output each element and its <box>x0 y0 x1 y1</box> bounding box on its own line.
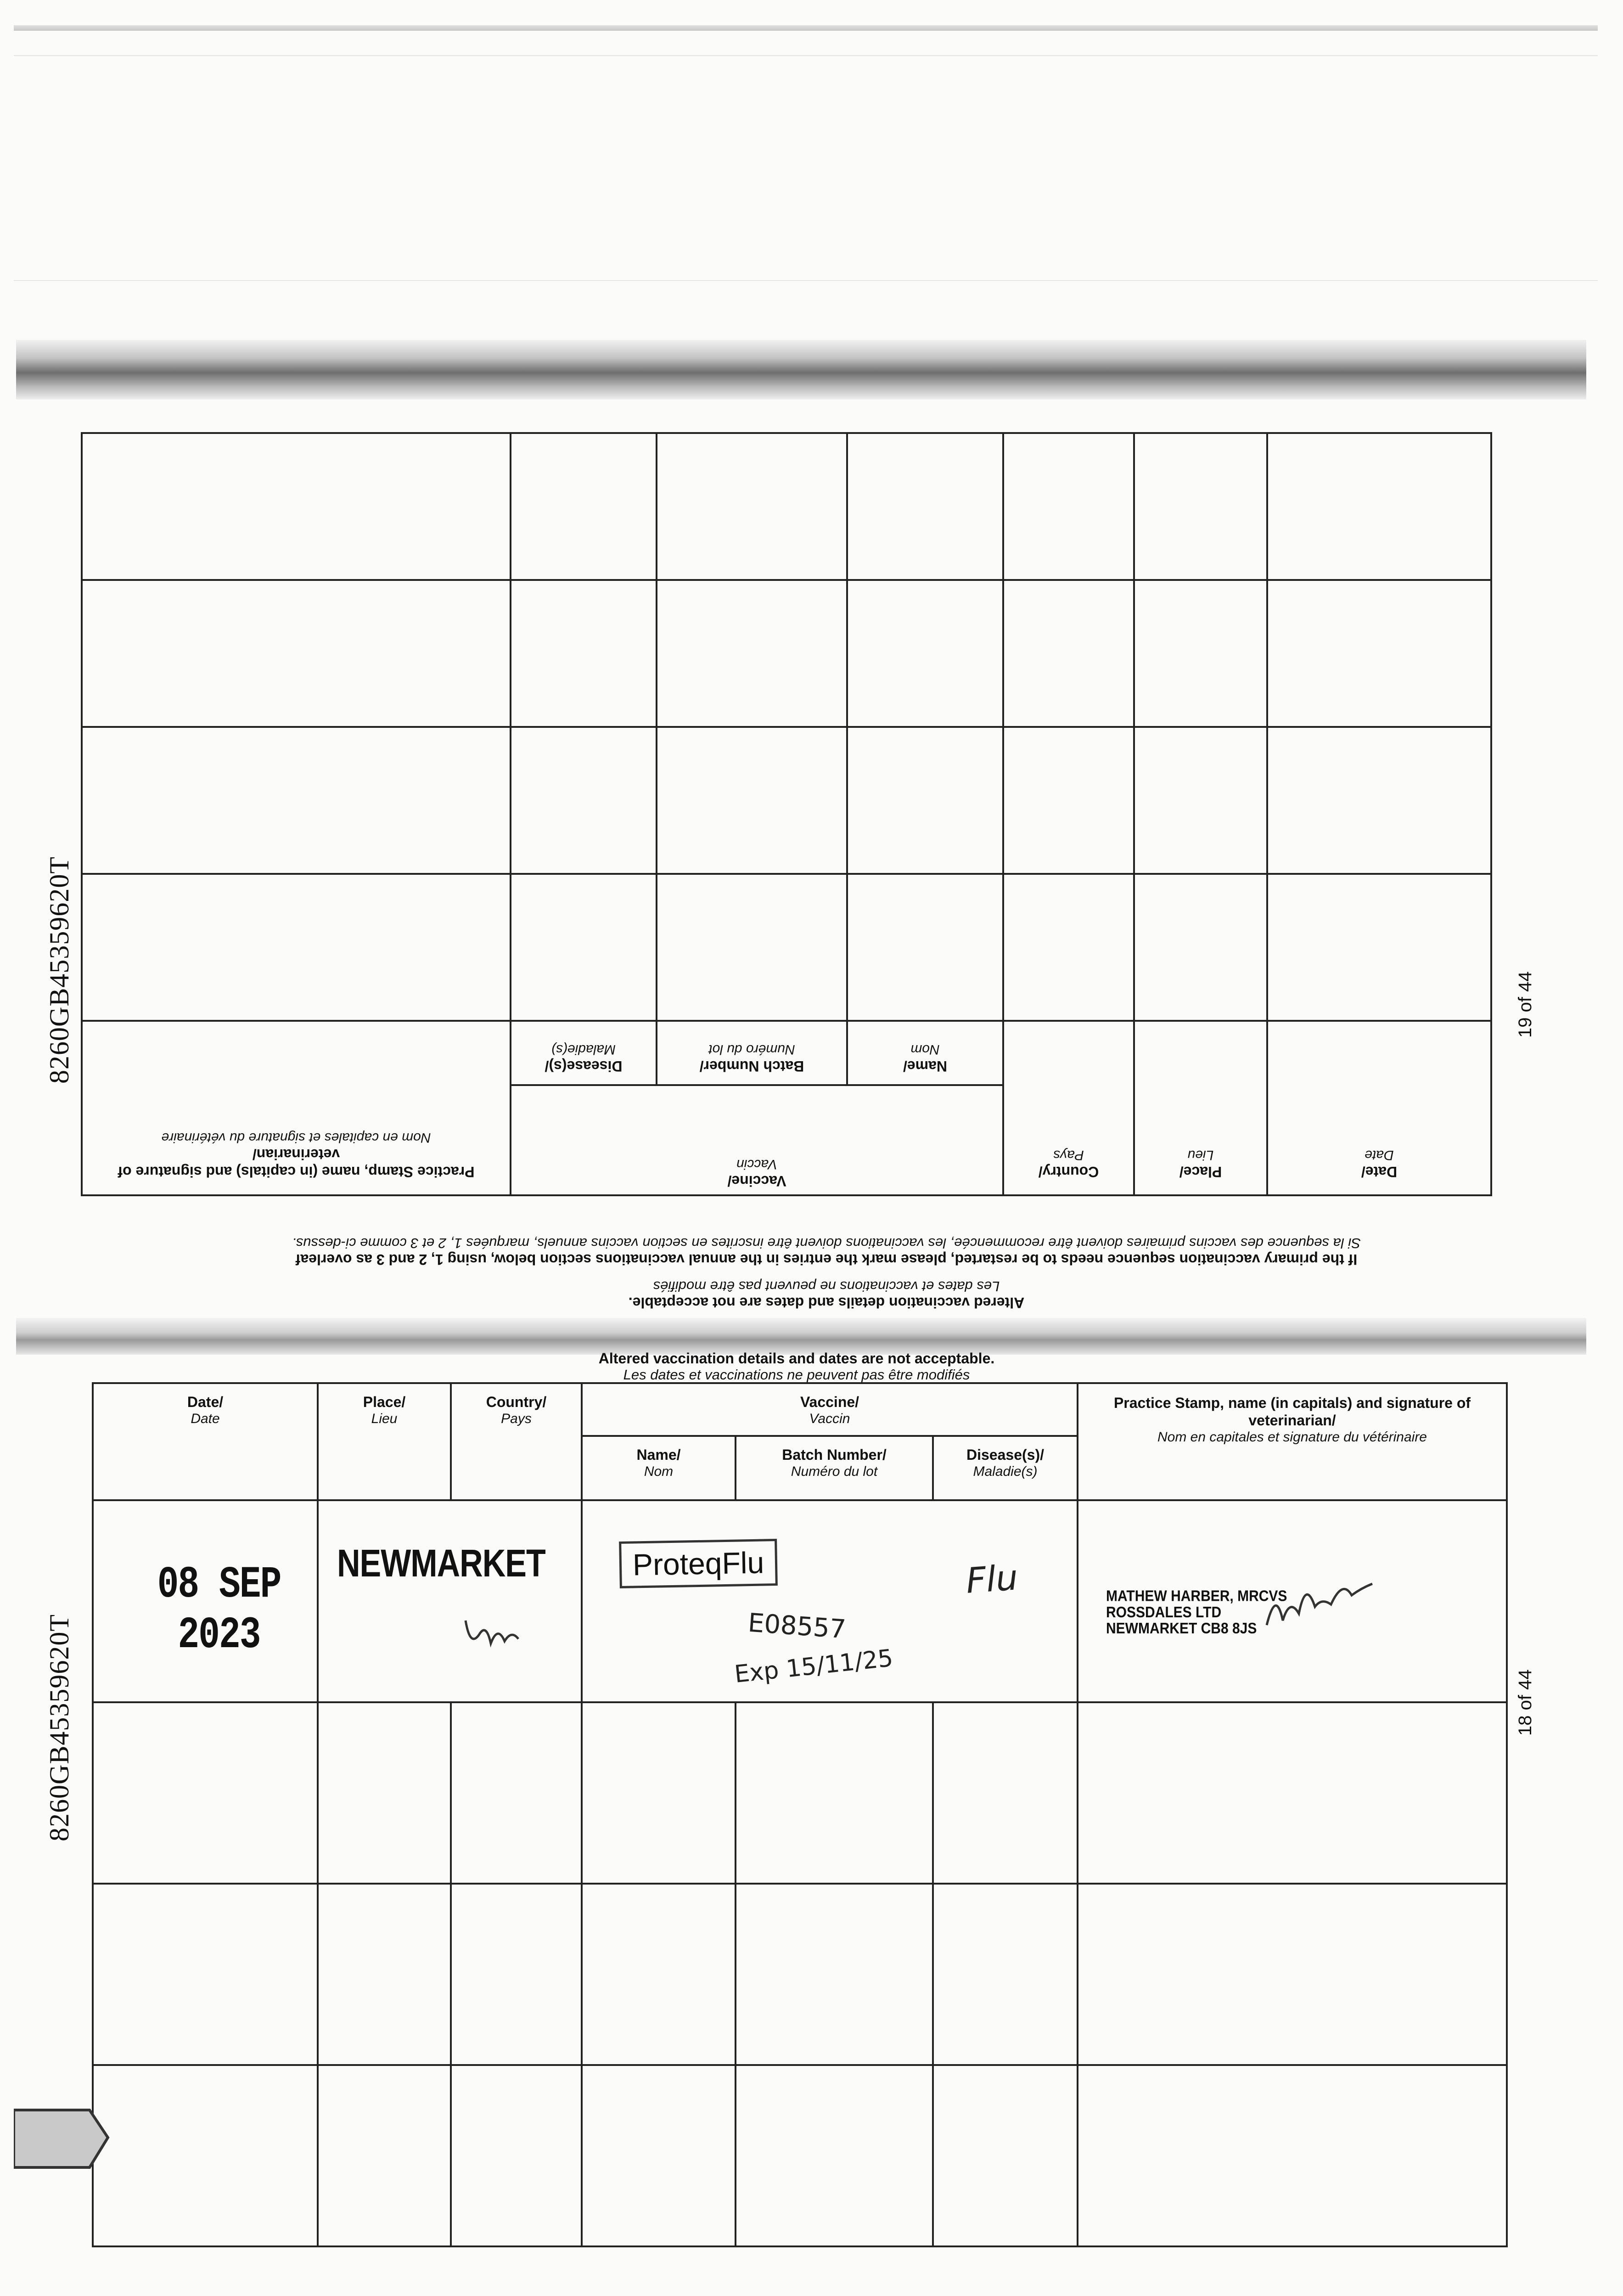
place-stamp: NEWMARKET <box>337 1542 545 1585</box>
vaccine-name-stamp: ProteqFlu <box>619 1539 778 1588</box>
page-number: 18 of 44 <box>1515 1669 1535 1736</box>
date-stamp: 08 SEP 2023 <box>157 1560 281 1661</box>
disease: Flu <box>965 1557 1019 1601</box>
upper-vaccination-table <box>83 491 1492 1196</box>
header-stamp: Practice Stamp, name (in capitals) and signature of veterinarian/ Nom en capitales et signature du vétérinaire <box>1078 1383 1507 1500</box>
restart-notice-fr: Si la sequence des vaccins primaires doivent être recommencée, les vaccinations doivent être inscrites en section vaccins annuels, marquées 1, 2 et 3 comme ci-dessus. <box>292 1235 1361 1251</box>
header-vaccine: Vaccine/ Vaccin <box>511 1085 1003 1195</box>
header-name: Name/ Nom <box>847 1021 1003 1085</box>
table-row <box>93 2065 1507 2246</box>
header-date: Date/ Date <box>1267 1021 1491 1195</box>
entry-date-cell <box>93 1500 318 1702</box>
vet-signature <box>1262 1570 1382 1639</box>
lower-notes <box>505 1350 1088 1383</box>
handwritten-initials <box>461 1607 544 1657</box>
altered-notice: Altered vaccination details and dates are not acceptable. <box>628 1294 1025 1311</box>
practice-address: NEWMARKET CB8 8JS <box>1106 1620 1257 1637</box>
header-name: Name/ Nom <box>582 1436 736 1500</box>
page-fold-shadow <box>16 1318 1586 1355</box>
vet-name: MATHEW HARBER, MRCVS <box>1106 1588 1287 1605</box>
header-batch: Batch Number/ Numéro du lot <box>736 1436 933 1500</box>
batch-number: E08557 <box>747 1608 847 1645</box>
header-stamp: Practice Stamp, name (in capitals) and signature of veterinarian/ Nom en capitales et signature du vétérinaire <box>82 1021 511 1195</box>
header-country: Country/ Pays <box>451 1383 582 1500</box>
batch-expiry: Exp 15/11/25 <box>733 1644 894 1688</box>
table-row <box>82 580 1491 727</box>
entry-vaccine-cell <box>582 1500 1078 1702</box>
scan-edge <box>14 25 1598 31</box>
header-vaccine: Vaccine/ Vaccin <box>582 1383 1078 1436</box>
altered-notice-fr: Les dates et vaccinations ne peuvent pas être modifiés <box>623 1367 970 1383</box>
entry-stamp-cell <box>1078 1500 1507 1702</box>
header-place: Place/ Lieu <box>318 1383 451 1500</box>
table-row <box>82 727 1491 874</box>
page-tab-marker <box>14 2103 110 2172</box>
entry-place-cell <box>318 1500 582 1702</box>
table-row <box>93 1500 1507 1702</box>
header-place: Place/ Lieu <box>1134 1021 1267 1195</box>
header-batch: Batch Number/ Numéro du lot <box>657 1021 847 1085</box>
upper-notes <box>230 1219 1423 1311</box>
practice-stamp <box>1106 1588 1287 1637</box>
header-date: Date/ Date <box>93 1383 318 1500</box>
altered-notice-fr: Les dates et vaccinations ne peuvent pas être modifiés <box>653 1278 1000 1294</box>
scan-line <box>14 280 1598 281</box>
lower-vaccination-table <box>92 1382 1506 2195</box>
page-number: 19 of 44 <box>1515 971 1535 1038</box>
table-row <box>93 1702 1507 1884</box>
scan-line <box>14 55 1598 56</box>
altered-notice: Altered vaccination details and dates are not acceptable. <box>598 1350 995 1367</box>
document-id: 8260GB45359620T <box>44 1614 74 1841</box>
table-row <box>93 1884 1507 2065</box>
page-fold-shadow <box>16 340 1586 400</box>
header-country: Country/ Pays <box>1003 1021 1134 1195</box>
table-row <box>82 874 1491 1021</box>
document-id: 8260GB45359620T <box>44 856 74 1084</box>
table-row <box>82 433 1491 580</box>
restart-notice: If the primary vaccination sequence needs to be restarted, please mark the entries in the annual vaccinations section below, using 1, 2 and 3 as overleaf <box>295 1251 1358 1268</box>
practice-name: ROSSDALES LTD <box>1106 1604 1222 1621</box>
header-disease: Disease(s)/ Maladie(s) <box>511 1021 657 1085</box>
header-disease: Disease(s)/ Maladie(s) <box>933 1436 1078 1500</box>
